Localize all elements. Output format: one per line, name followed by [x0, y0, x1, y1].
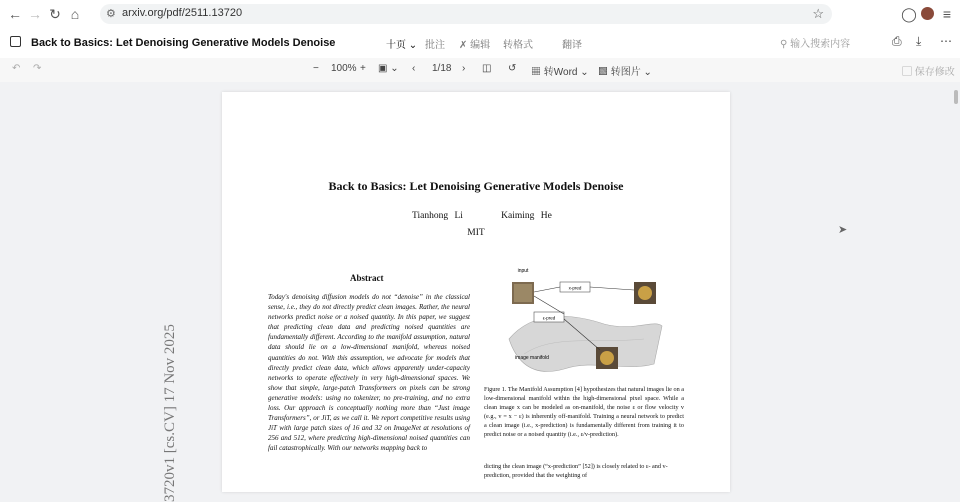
mouse-cursor-icon: ➤: [838, 224, 848, 236]
search-input[interactable]: ⚲ 输入搜索内容: [780, 39, 851, 50]
zoom-out-icon[interactable]: −: [313, 63, 319, 74]
paper-title: Back to Basics: Let Denoising Generative Models Denoise: [328, 179, 624, 193]
menu-icon[interactable]: ≡: [942, 6, 952, 22]
prev-page-icon[interactable]: ‹: [412, 63, 416, 74]
body-text: dicting the clean image (“x-prediction” [52]) is closely related to ε- and v-prediction, provided that the weighting of: [484, 463, 668, 479]
tab-convert[interactable]: 转格式: [503, 40, 533, 51]
figure-label: image manifold: [515, 355, 549, 361]
tab-pages[interactable]: 十页 ⌄: [386, 40, 418, 51]
document-title: Back to Basics: Let Denoising Generative Models Denoise: [31, 37, 336, 49]
back-icon[interactable]: ←: [8, 6, 22, 22]
browser-toolbar: [0, 0, 960, 29]
tab-edit[interactable]: ✗ 编辑: [459, 40, 491, 51]
zoom-level[interactable]: 100%: [331, 63, 357, 74]
page-indicator[interactable]: 1/18: [432, 63, 452, 74]
author-name: Tianhong Li: [412, 211, 463, 221]
forward-icon[interactable]: →: [28, 6, 42, 22]
fit-page-icon[interactable]: ▣ ⌄: [378, 63, 399, 74]
url-text: arxiv.org/pdf/2511.13720: [122, 7, 243, 19]
authors: [412, 211, 552, 221]
home-icon[interactable]: ⌂: [70, 6, 80, 22]
author-name: Kaiming He: [501, 211, 552, 221]
extensions-icon[interactable]: ◯: [901, 6, 917, 22]
save-button[interactable]: ▢ 保存修改: [902, 67, 955, 78]
zoom-in-icon[interactable]: +: [360, 63, 366, 74]
more-icon[interactable]: ⋯: [940, 34, 952, 48]
avatar[interactable]: [921, 7, 934, 20]
to-word-button[interactable]: ▦ 转Word ⌄: [531, 67, 589, 78]
figure-label: input: [517, 268, 529, 274]
figure-caption: Figure 1. The Manifold Assumption [4] hypothesizes that natural images lie on a low-dimensional manifold within the high-dimensional pixel space. While a clean image x can be modeled as on-manifold, the noise ε or flow velocity v (e.g., v = x − ε) is inherently off-manifold. Training a neural network to predict a clean image (i.e., x-prediction) is fundamentally different from training it to predict noise or a noised quantity (i.e., ε/v-prediction).: [484, 386, 684, 438]
to-image-button[interactable]: ▩ 转图片 ⌄: [598, 67, 652, 78]
download-icon[interactable]: ⤓: [916, 34, 922, 48]
address-bar[interactable]: [100, 4, 832, 24]
figure-label: x-pred: [568, 285, 582, 291]
pdf-controls: [0, 58, 960, 82]
next-page-icon[interactable]: ›: [462, 63, 466, 74]
bookmark-star-icon[interactable]: ☆: [812, 6, 824, 21]
redo-icon[interactable]: ↷: [33, 63, 42, 74]
figure-label: ε-pred: [542, 315, 556, 321]
affiliation: MIT: [467, 228, 485, 238]
scrollbar[interactable]: [954, 90, 958, 104]
sidebar-toggle-icon[interactable]: [10, 36, 21, 47]
tab-annotate[interactable]: 批注: [425, 40, 445, 51]
site-info-icon[interactable]: ⚙: [106, 8, 116, 20]
tab-translate[interactable]: 翻译: [562, 40, 582, 51]
print-icon[interactable]: ⎙: [892, 34, 902, 48]
manifold-figure: [504, 264, 664, 384]
abstract-text: Today's denoising diffusion models do not “denoise” in the classical sense, i.e., they do not directly predict clean images. Rather, the neural networks predict noise or a noised quantity. In this paper, we suggest that predicting clean data and predicting noised quantities are fundamentally different. According to the manifold assumption, natural data should lie on a low-dimensional manifold, whereas noised quantities do not. With this assumption, we advocate for models that directly predict clean data, which allows apparently under-capacity networks to operate effectively in very high-dimensional spaces. We show that simple, large-patch Transformers on pixels can be strong generative models: using no tokenizer, no pre-training, and no extra loss. Our approach is conceptually nothing more than “Just image Transformers”, or JiT, as we call it. We report competitive results using JiT with large patch sizes of 16 and 32 on ImageNet at resolutions of 256 and 512, where predicting high-dimensional noised quantities can fail catastrophically. With our networks mapping back to: [268, 293, 470, 453]
rotate-icon[interactable]: ↺: [508, 63, 517, 74]
undo-icon[interactable]: ↶: [12, 63, 21, 74]
two-page-icon[interactable]: ◫: [482, 63, 492, 74]
reload-icon[interactable]: ↻: [49, 6, 61, 22]
pdf-page: [162, 92, 730, 502]
pdf-viewer-toolbar: [0, 28, 960, 59]
arxiv-identifier: 3720v1 [cs.CV] 17 Nov 2025: [162, 324, 178, 502]
abstract-heading: Abstract: [350, 273, 384, 283]
